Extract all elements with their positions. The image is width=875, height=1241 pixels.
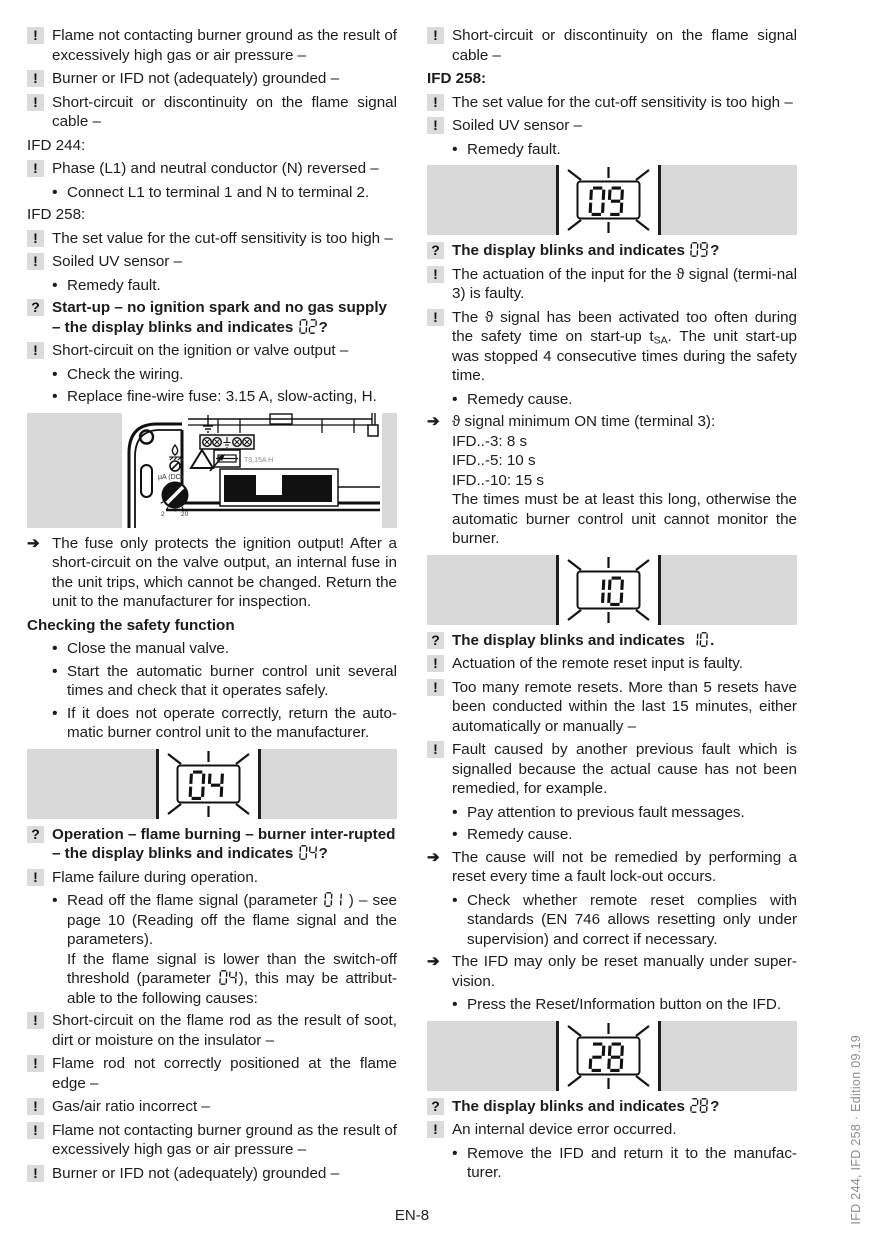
- bullet-item: [27, 387, 397, 407]
- display-bezel: [261, 749, 397, 819]
- bullet-item: [427, 825, 797, 845]
- bullet-item: [427, 995, 797, 1015]
- paragraph-text: Remedy cause.: [467, 826, 573, 843]
- warning-item: [427, 678, 797, 737]
- column-right: [427, 26, 797, 1186]
- warning-item: [27, 1164, 397, 1184]
- paragraph-text: Too many remote resets. More than 5 resets have been conducted within the last 15 minutes, either automatically or manually –: [452, 678, 797, 735]
- edition-sidebar-text: IFD 244, IFD 258 · Edition 09.19: [849, 1035, 863, 1225]
- question-heading: [427, 241, 797, 261]
- marker: [427, 740, 452, 799]
- warning-item: [27, 1011, 397, 1050]
- note-item: [427, 412, 797, 549]
- paragraph-text: Check the wiring.: [67, 365, 184, 383]
- bullet-item: [27, 365, 397, 385]
- question-icon: ?: [427, 242, 444, 259]
- marker: [427, 265, 452, 304]
- paragraph-text: Check whether remote reset complies with standards (EN 746 allows resetting only under supervision) and correct if necessary.: [467, 891, 797, 948]
- paragraph-text: Gas/air ratio incorrect –: [52, 1098, 210, 1115]
- display-bezel: [661, 165, 797, 235]
- exclamation-icon: !: [27, 1165, 44, 1182]
- warning-item: [427, 26, 797, 65]
- exclamation-icon: !: [427, 117, 444, 134]
- bullet-icon: •: [52, 662, 58, 680]
- marker: [52, 183, 67, 203]
- marker: [452, 390, 467, 410]
- paragraph-text: Pay attention to previous fault messages.: [467, 803, 745, 821]
- paragraph-text: An internal device error occurred.: [452, 1121, 677, 1138]
- marker: [452, 891, 467, 950]
- bullet-icon: •: [452, 140, 458, 158]
- paragraph-text: The IFD may only be reset manually under super-vision.: [452, 953, 797, 990]
- display-blink-figure-28: [427, 1021, 797, 1091]
- question-heading: [27, 825, 397, 864]
- exclamation-icon: !: [427, 266, 444, 283]
- question-icon: ?: [427, 632, 444, 649]
- warning-item: [427, 740, 797, 799]
- paragraph-text: If it does not operate correctly, return the auto-matic burner control unit to the manufacturer.: [67, 704, 397, 741]
- note-item: [27, 534, 397, 612]
- bullet-icon: •: [52, 892, 58, 909]
- display-bezel: [427, 165, 556, 235]
- diagram-drawing: [122, 413, 382, 528]
- paragraph-text: Flame not contacting burner ground as the result of excessively high gas or air pressure –: [52, 1121, 397, 1158]
- bullet-item: [427, 1144, 797, 1183]
- column-left: [27, 26, 397, 1187]
- marker: [427, 241, 452, 261]
- paragraph-text: The display blinks and indicates ?: [452, 242, 720, 259]
- question-heading: [27, 298, 397, 337]
- exclamation-icon: !: [27, 342, 44, 359]
- paragraph-text: IFD 258:: [27, 206, 86, 223]
- marker: [427, 654, 452, 674]
- paragraph-text: The cause will not be remedied by performing a reset every time a fault lock-out occurs.: [452, 848, 797, 885]
- bullet-item: [27, 704, 397, 743]
- marker: [427, 308, 452, 386]
- marker: [52, 662, 67, 701]
- marker: [27, 1054, 52, 1093]
- paragraph-text: Flame rod not correctly positioned at the flame edge –: [52, 1055, 397, 1092]
- exclamation-icon: !: [427, 309, 444, 326]
- blinking-display-graphic: [159, 749, 258, 819]
- display-window: [556, 165, 661, 235]
- marker: [27, 252, 52, 272]
- paragraph-text: Phase (L1) and neutral conductor (N) reversed –: [52, 160, 379, 177]
- exclamation-icon: !: [427, 679, 444, 696]
- arrow-icon: ➔: [27, 534, 40, 552]
- seven-segment-code: [299, 319, 318, 334]
- paragraph-text: Press the Reset/Information button on the IFD.: [467, 996, 782, 1013]
- question-heading: [427, 1097, 797, 1117]
- blinking-display-graphic: [559, 1021, 658, 1091]
- exclamation-icon: !: [27, 1122, 44, 1139]
- display-blink-figure-04: [27, 749, 397, 819]
- marker: [452, 803, 467, 823]
- warning-item: [27, 252, 397, 272]
- bullet-icon: •: [452, 390, 458, 408]
- marker: [427, 678, 452, 737]
- bullet-icon: •: [452, 803, 458, 821]
- exclamation-icon: !: [27, 1055, 44, 1072]
- bullet-icon: •: [52, 365, 58, 383]
- bullet-icon: •: [52, 183, 58, 201]
- paragraph-text: Remedy fault.: [67, 276, 161, 294]
- bullet-icon: •: [452, 1144, 458, 1162]
- bullet-icon: •: [452, 891, 458, 909]
- exclamation-icon: !: [427, 1121, 444, 1138]
- marker: [427, 848, 452, 887]
- marker: [27, 341, 52, 361]
- subscript-text: SA: [653, 334, 668, 347]
- exclamation-icon: !: [27, 230, 44, 247]
- bullet-item: [27, 662, 397, 701]
- paragraph-text: Connect L1 to terminal 1 and N to terminal 2.: [67, 183, 370, 201]
- paragraph-text: Actuation of the remote reset input is faulty.: [452, 655, 743, 672]
- warning-item: [27, 1097, 397, 1117]
- bullet-icon: •: [452, 996, 458, 1013]
- paragraph-text: Remedy fault.: [467, 140, 561, 158]
- marker: [27, 229, 52, 249]
- warning-item: [27, 1054, 397, 1093]
- display-bezel: [661, 555, 797, 625]
- paragraph-text: Close the manual valve.: [67, 640, 230, 657]
- marker: [427, 93, 452, 113]
- question-icon: ?: [27, 299, 44, 316]
- seven-segment-code: [299, 845, 318, 860]
- paragraph-text: The display blinks and indicates ?: [452, 1097, 720, 1115]
- question-icon: ?: [27, 826, 44, 843]
- question-icon: ?: [427, 1098, 444, 1115]
- diagram-margin: [382, 413, 397, 528]
- section-heading: [27, 616, 397, 636]
- bullet-item: [427, 803, 797, 823]
- paragraph-text: Replace fine-wire fuse: 3.15 A, slow-acting, H.: [67, 388, 377, 405]
- warning-item: [27, 26, 397, 65]
- paragraph-text: The set value for the cut-off sensitivity is too high –: [52, 229, 393, 247]
- paragraph-text: The display blinks and indicates .: [452, 631, 715, 649]
- exclamation-icon: !: [27, 27, 44, 44]
- warning-item: [27, 868, 397, 888]
- marker: [27, 298, 52, 337]
- display-blink-figure-10: [427, 555, 797, 625]
- paragraph-text: Short-circuit or discontinuity on the flame signal cable –: [52, 93, 397, 130]
- paragraph-text: Burner or IFD not (adequately) grounded –: [52, 1164, 340, 1182]
- bullet-item: [27, 891, 397, 1008]
- dial-unit-label: µA (DC): [158, 473, 184, 481]
- warning-item: [27, 159, 397, 179]
- exclamation-icon: !: [427, 741, 444, 758]
- warning-item: [27, 341, 397, 361]
- exclamation-icon: !: [427, 27, 444, 44]
- seven-segment-code: [219, 970, 238, 985]
- paragraph-text: ϑ signal minimum ON time (terminal 3): IFD..-3: 8 s IFD..-5: 10 s IFD..-10: 15 s The times must be at least this long, otherwise the automatic burner control unit cannot monitor the burner.: [452, 413, 797, 547]
- warning-item: [27, 93, 397, 132]
- marker: [27, 1011, 52, 1050]
- marker: [27, 93, 52, 132]
- paragraph-text: Short-circuit or discontinuity on the flame signal cable –: [452, 27, 797, 64]
- display-bezel: [661, 1021, 797, 1091]
- marker: [27, 159, 52, 179]
- warning-item: [427, 1120, 797, 1140]
- bullet-item: [427, 140, 797, 160]
- marker: [27, 1164, 52, 1184]
- display-bezel: [427, 1021, 556, 1091]
- bullet-item: [27, 639, 397, 659]
- seven-segment-code: [690, 632, 709, 647]
- marker: [427, 116, 452, 136]
- exclamation-icon: !: [27, 160, 44, 177]
- note-item: [427, 848, 797, 887]
- bullet-icon: •: [52, 704, 58, 722]
- plain-label: [27, 205, 397, 225]
- marker: [27, 69, 52, 89]
- bullet-icon: •: [52, 388, 58, 405]
- warning-item: [427, 265, 797, 304]
- blinking-display-graphic: [559, 165, 658, 235]
- paragraph-text: Operation – flame burning – burner inter-rupted – the display blinks and indicates ?: [52, 825, 396, 862]
- marker: [427, 631, 452, 651]
- marker: [52, 704, 67, 743]
- arrow-icon: ➔: [427, 848, 440, 866]
- marker: [52, 276, 67, 296]
- display-window: [556, 555, 661, 625]
- paragraph-text: Fault caused by another previous fault which is signalled because the actual cause has not been remedied, for example.: [452, 741, 797, 797]
- paragraph-text: Remedy cause.: [467, 390, 573, 408]
- paragraph-text: The ϑ signal has been activated too often during the safety time on start-up $t_{SA}$. The unit start-up was stopped 4 consecutive times during the safety time.: [452, 308, 797, 384]
- section-heading: [427, 69, 797, 89]
- marker: [452, 140, 467, 160]
- paragraph-text: IFD 244:: [27, 136, 86, 154]
- paragraph-text: Remove the IFD and return it to the manufac-turer.: [467, 1144, 797, 1181]
- marker: [452, 995, 467, 1015]
- display-window: [556, 1021, 661, 1091]
- exclamation-icon: !: [27, 869, 44, 886]
- exclamation-icon: !: [427, 94, 444, 111]
- bullet-item: [427, 390, 797, 410]
- marker: [27, 1121, 52, 1160]
- display-bezel: [427, 555, 556, 625]
- fuse-rating-label: T3,15A H: [244, 456, 274, 464]
- paragraph-text: Soiled UV sensor –: [52, 253, 183, 270]
- exclamation-icon: !: [427, 655, 444, 672]
- exclamation-icon: !: [27, 253, 44, 270]
- warning-item: [427, 116, 797, 136]
- warning-item: [27, 69, 397, 89]
- marker: [52, 639, 67, 659]
- marker: [427, 1120, 452, 1140]
- marker: [427, 952, 452, 991]
- paragraph-text: Start the automatic burner control unit several times and check that it operates safely.: [67, 662, 397, 699]
- display-bezel: [27, 749, 156, 819]
- plain-label: [27, 136, 397, 156]
- paragraph-text: Short-circuit on the ignition or valve output –: [52, 342, 349, 359]
- marker: [27, 1097, 52, 1117]
- circuit-board-drawing: [122, 413, 382, 528]
- marker: [427, 1097, 452, 1117]
- marker: [27, 825, 52, 864]
- bullet-item: [427, 891, 797, 950]
- marker: [452, 1144, 467, 1183]
- seven-segment-code: [690, 242, 709, 257]
- exclamation-icon: !: [27, 70, 44, 87]
- paragraph-text: The fuse only protects the ignition output! After a short-circuit on the valve output, an internal fuse in the unit trips, which cannot be changed. Return the unit to the manufacturer for inspection.: [52, 534, 397, 610]
- marker: [27, 26, 52, 65]
- note-item: [427, 952, 797, 991]
- exclamation-icon: !: [27, 1012, 44, 1029]
- page-number: EN-8: [394, 1207, 430, 1224]
- display-window: [156, 749, 261, 819]
- bullet-icon: •: [52, 640, 58, 657]
- paragraph-text: Burner or IFD not (adequately) grounded –: [52, 70, 340, 87]
- paragraph-text: The actuation of the input for the ϑ signal (termi-nal 3) is faulty.: [452, 265, 797, 302]
- marker: [52, 365, 67, 385]
- marker: [427, 26, 452, 65]
- bullet-icon: •: [452, 826, 458, 843]
- bullet-item: [27, 276, 397, 296]
- display-blink-figure-09: [427, 165, 797, 235]
- paragraph-text: Checking the safety function: [27, 616, 235, 634]
- paragraph-text: Start-up – no ignition spark and no gas supply – the display blinks and indicates ?: [52, 299, 387, 336]
- marker: [27, 868, 52, 888]
- warning-item: [27, 229, 397, 249]
- bullet-item: [27, 183, 397, 203]
- warning-item: [427, 93, 797, 113]
- marker: [27, 534, 52, 612]
- paragraph-text: Flame not contacting burner ground as the result of excessively high gas or air pressure –: [52, 27, 397, 64]
- dial-scale-max: 20: [181, 510, 189, 518]
- exclamation-icon: !: [27, 94, 44, 111]
- dial-scale-min: 2: [161, 510, 165, 518]
- warning-item: [427, 654, 797, 674]
- blinking-display-graphic: [559, 555, 658, 625]
- marker: [52, 891, 67, 1008]
- paragraph-text: Soiled UV sensor –: [452, 117, 583, 134]
- warning-item: [427, 308, 797, 386]
- paragraph-text: IFD 258:: [427, 70, 487, 87]
- marker: [52, 387, 67, 407]
- paragraph-text: Flame failure during operation.: [52, 868, 258, 886]
- marker: [427, 412, 452, 549]
- arrow-icon: ➔: [427, 953, 440, 970]
- fuse-location-diagram: [27, 413, 397, 528]
- seven-segment-code: [690, 1098, 709, 1113]
- paragraph-text: Read off the flame signal (parameter ) – see page 10 (Reading off the flame signal and the parameters). If the flame signal is lower than the switch-off threshold (parameter ), this may be attribut-able to the following causes:: [67, 892, 397, 1007]
- warning-item: [27, 1121, 397, 1160]
- exclamation-icon: !: [27, 1098, 44, 1115]
- diagram-margin: [27, 413, 122, 528]
- question-heading: [427, 631, 797, 651]
- arrow-icon: ➔: [427, 413, 440, 430]
- marker: [452, 825, 467, 845]
- paragraph-text: Short-circuit on the flame rod as the result of soot, dirt or moisture on the insulator –: [52, 1012, 397, 1049]
- seven-segment-code: [324, 892, 343, 907]
- bullet-icon: •: [52, 276, 58, 294]
- paragraph-text: The set value for the cut-off sensitivity is too high –: [452, 93, 793, 111]
